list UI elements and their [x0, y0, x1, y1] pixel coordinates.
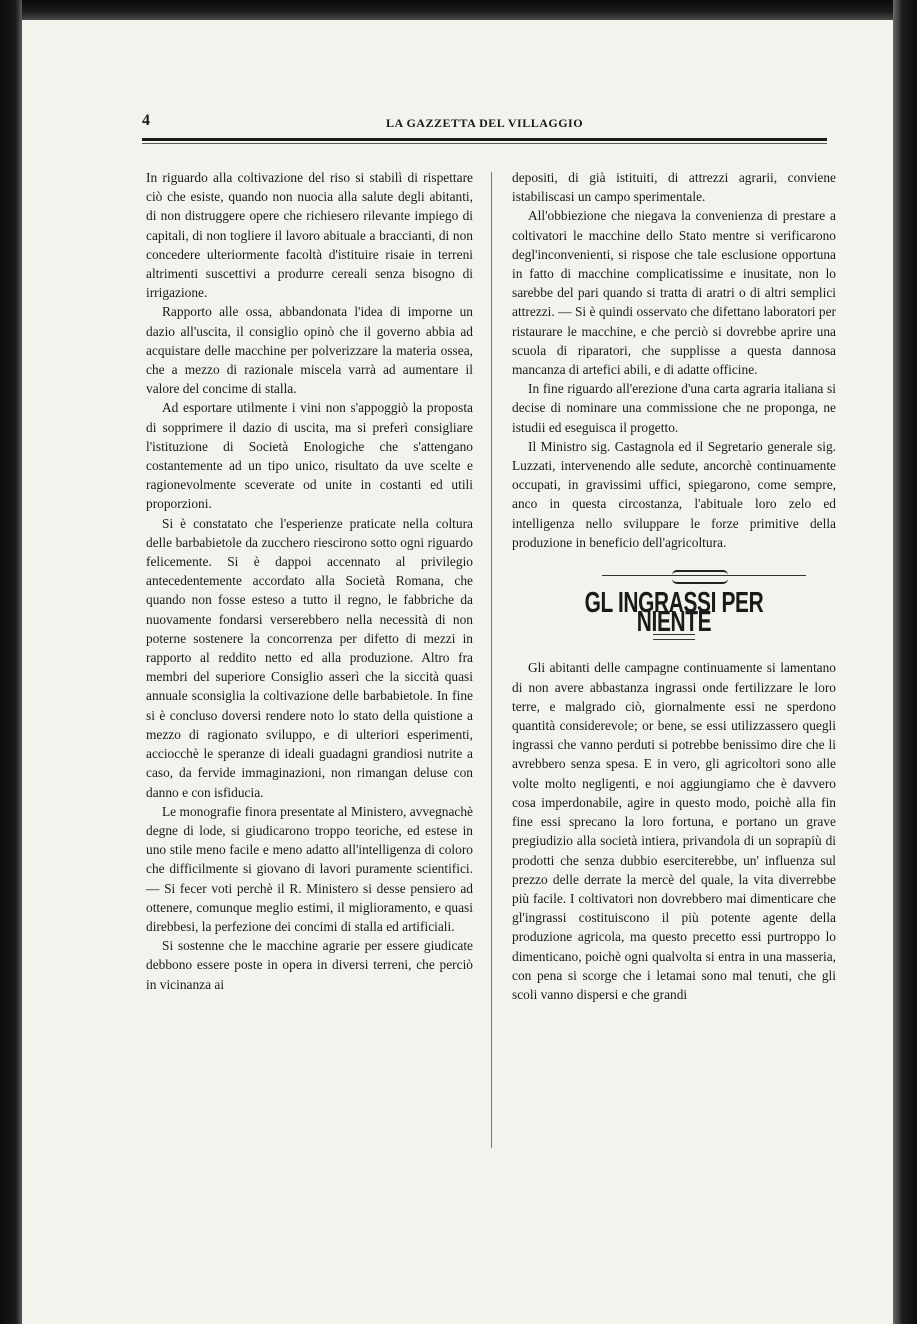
- page-header: [142, 112, 827, 146]
- paragraph: Rapporto alle ossa, abbandonata l'idea di imporne un dazio all'uscita, il consiglio opinò che il governo abbia ad acquistare delle macchine per polverizzare la materia ossea, che a mezzo di razionale miscela varrà ad aumentare il valore del concime di stalla.: [146, 304, 473, 397]
- scan-border-top: [0, 0, 917, 20]
- paragraph: In fine riguardo all'erezione d'una carta agraria italiana si decise di nominare una commissione che ne proponga, ne istudii ed eseguisca il progetto.: [512, 381, 836, 435]
- column-divider: [491, 172, 492, 1148]
- right-column: [512, 168, 836, 1004]
- separator-ornament: [672, 570, 728, 584]
- paragraph: Ad esportare utilmente i vini non s'appoggiò la proposta di sopprimere il dazio di uscita, ma si preferì consigliare l'istituzione di Società Enologiche che s'attengano costantemente ad un tipo unico, risultato da uve scelte e ragionevolmente sceverate od unite in costanti ed utili proporzioni.: [146, 400, 473, 512]
- paragraph: Il Ministro sig. Castagnola ed il Segretario generale sig. Luzzati, intervenendo alle sedute, ancorchè continuamente occupati, in gravissimi uffici, spiegarono, come sempre, anco in questa circostanza, l'abituale loro zelo ed intelligenza nello sviluppare le forze primitive della produzione in beneficio dell'agricoltura.: [512, 438, 836, 550]
- scan-border-left: [0, 0, 22, 1324]
- header-rule: [142, 138, 827, 141]
- section-separator: [512, 566, 836, 586]
- scan-border-right: [893, 0, 917, 1324]
- page-number: 4: [142, 112, 150, 129]
- paragraph: Si sostenne che le macchine agrarie per essere giudicate debbono essere poste in opera in diversi terreni, che perciò in vicinanza ai: [146, 938, 473, 992]
- header-rule-thin: [142, 143, 827, 144]
- paragraph: In riguardo alla coltivazione del riso si stabilì di rispettare ciò che esiste, quando non nuocia alla salute degli abitanti, di non distruggere opere che richiesero rilevante impiego di capitali, di non togliere il lavoro abituale a braccianti, di non concedere ulteriormente facoltà d'istituire risaie in terreni altrimenti suscettivi a produrre cereali senza bisogno di irrigazione.: [146, 170, 473, 301]
- running-title: LA GAZZETTA DEL VILLAGGIO: [385, 116, 584, 130]
- left-column: [146, 168, 473, 994]
- paragraph: depositi, di già istituiti, di attrezzi agrarii, conviene istabiliscasi un campo sperimentale.: [512, 170, 836, 205]
- paragraph: Gli abitanti delle campagne continuamente si lamentano di non avere abbastanza ingrassi onde fertilizzare le loro terre, e malgrado ciò, giornalmente essi ne sperdono quantità considerevole; or bene, se essi utilizzassero quegli ingrassi che vanno perduti si potrebbe benissimo dire che li avrebbero senza spesa. E in vero, gli agricoltori sono alle volte molto negligenti, e noi aggiungiamo che è davvero cosa imperdonabile, agire in questo modo, poichè alla fin fine essi sprecano la loro fortuna, e portano un grave pregiudizio alla società intiera, privandola di un soprapiù di prodotti che senza dubbio eserciterebbe, un' influenza sul prezzo delle derrate la mercè del quale, la vita diverrebbe più facile. I coltivatori non dovrebbero mai dimenticare che gl'ingrassi costituiscono il più potente agente della produzione agricola, ma questo precetto essi purtroppo lo dimenticano, poichè ogni qualvolta si entra in una masseria, con pena si scorge che i letamai sono mal tenuti, che gli scoli vanno dispersi e che grandi: [512, 660, 836, 1002]
- paragraph: All'obbiezione che niegava la convenienza di prestare a coltivatori le macchine dello Stato mentre si verificarono degl'inconvenienti, si rispose che tale esclusione opportuna in fatto di macchine complicatissime e inusitate, non lo sarebbe del pari quando si tratta di aratri o di altri semplici attrezzi. — Si è quindi osservato che difettano laboratori per ristaurare le macchine, e che perciò si dovrebbe aprire una scuola di riparatori, che supplisse a questa dannosa mancanza di artefici abili, e di adatte officine.: [512, 208, 836, 378]
- paragraph: Le monografie finora presentate al Ministero, avvegnachè degne di lode, si giudicarono troppo teoriche, ed estese in uno stile meno facile e meno adatto all'intelligenza di coloro che difficilmente si giovano di lavori puramente scientifici. — Si fecer voti perchè il R. Ministero si desse pensiero ad ottenere, comunque meglio estimi, il miglioramento, e quasi direbbesi, la perfezione dei concimi di stalla ed artificiali.: [146, 803, 473, 934]
- section-title: GL INGRASSI PER NIENTE: [584, 587, 764, 639]
- paragraph: Si è constatato che l'esperienze praticate nella coltura delle barbabietole da zucchero riescirono sotto ogni riguardo felicemente. Si è dappoi accennato al privilegio antecedentemente accordato alla Società Romana, che quando non fosse esteso a tutto il regno, le fabbriche da nuovamente fondarsi verserebbero nella necessità di non poterne sostenere la concorrenza per difetto di mezzi in rapporto al reddito netto ed alla produzione. Altro fra membri del superiore Consiglio asserì che la siccità quasi annuale sconsiglia la coltivazione delle barbabietole. In fine si è concluso doversi rendere noto lo stato della quistione a mezzo di ragionato sviluppo, e di ulteriori esperimenti, acciocchè le speranze di ideali guadagni grandiosi nutrite a caso, da fervide immaginazioni, non rimangan deluse con danno e con isfiducia.: [146, 515, 473, 800]
